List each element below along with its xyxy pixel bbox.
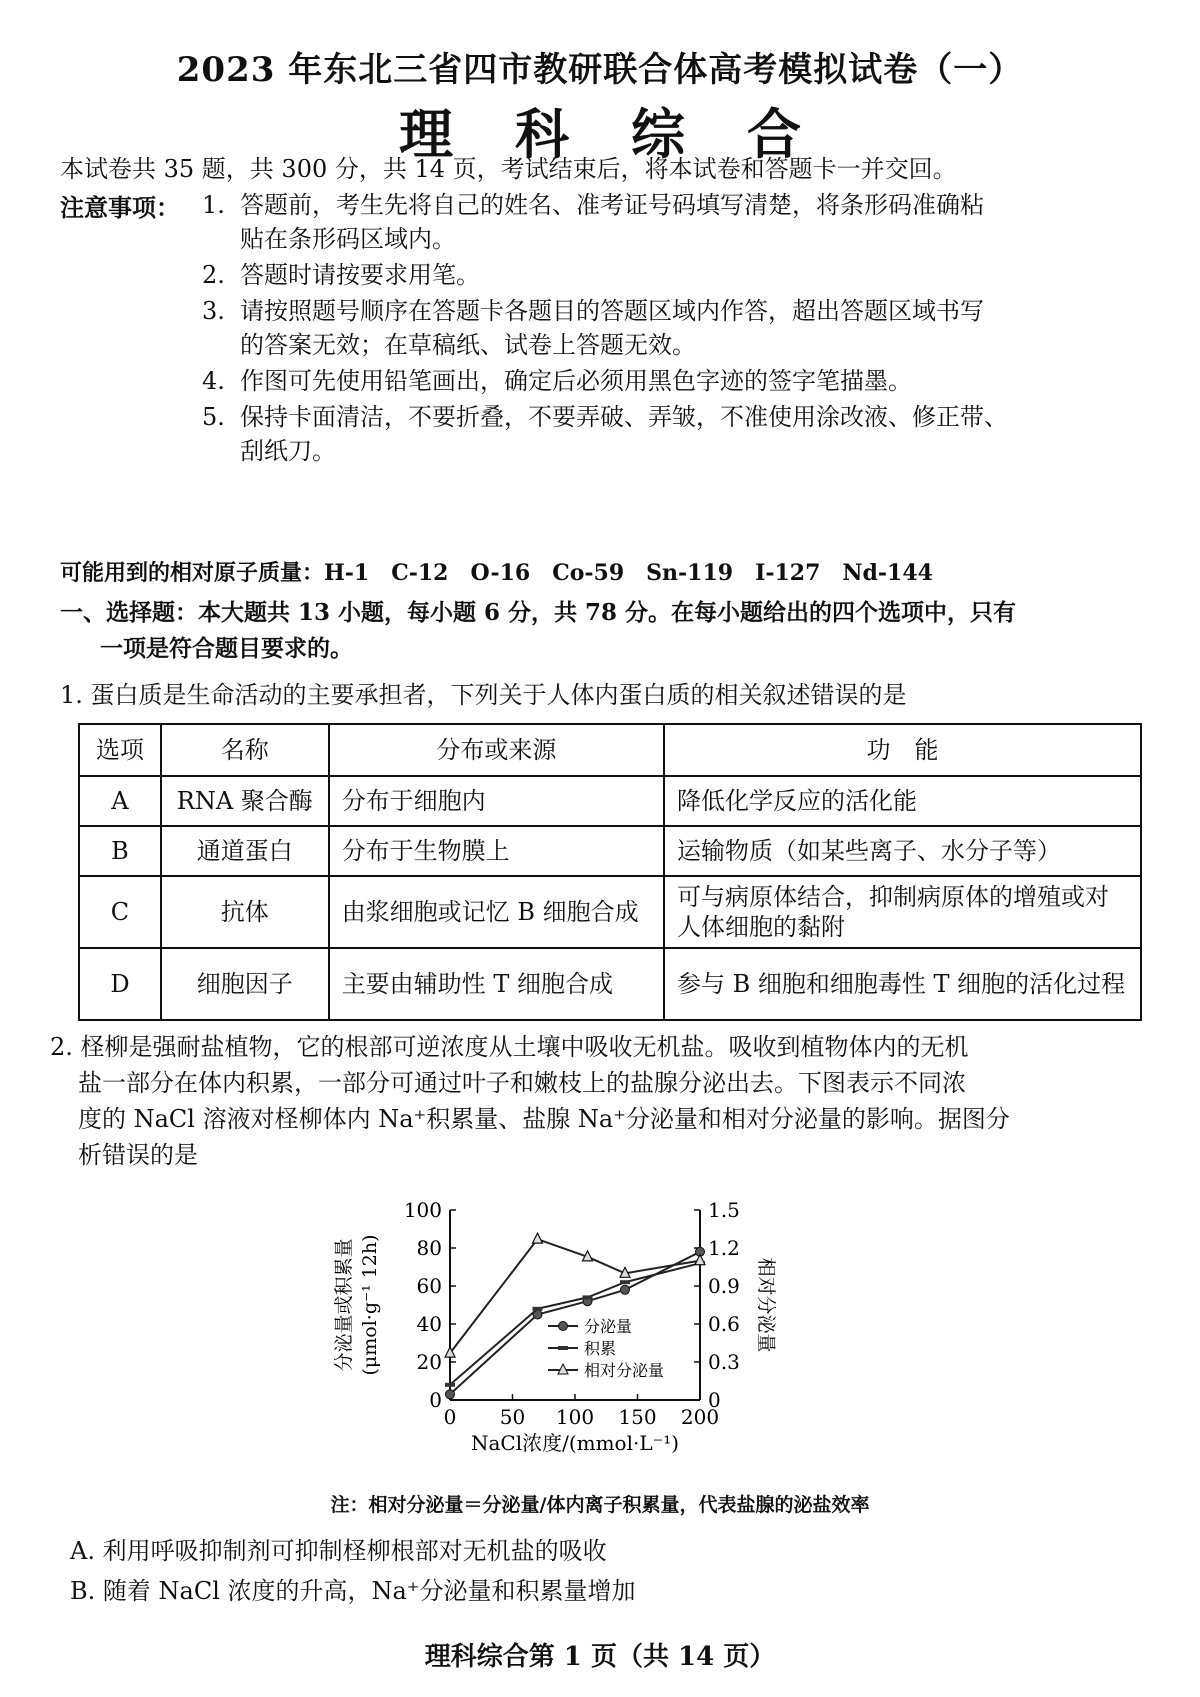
y-left-tick-label: 20 xyxy=(416,1350,442,1374)
notice-text: 答题前，考生先将自己的姓名、准考证号码填写清楚，将条形码准确粘 xyxy=(240,191,984,219)
table-cell: B xyxy=(79,826,161,876)
x-tick-label: 50 xyxy=(499,1405,526,1429)
notice-item-4 xyxy=(202,364,912,398)
q2-stem-line-2: 盐一部分在体内积累，一部分可通过叶子和嫩枝上的盐腺分泌出去。下图表示不同浓 xyxy=(78,1069,966,1097)
data-point-secretion xyxy=(621,1285,630,1294)
table-cell: D xyxy=(79,948,161,1020)
table-cell: 主要由辅助性 T 细胞合成 xyxy=(329,948,664,1020)
table-row xyxy=(79,776,1141,826)
notice-num: 2. xyxy=(202,261,225,289)
table-header: 功 能 xyxy=(664,724,1141,776)
table-cell: 抗体 xyxy=(161,876,329,948)
legend-marker-circle xyxy=(559,1322,568,1331)
y-right-tick-label: 0.6 xyxy=(708,1312,740,1336)
y-right-tick-label: 0.9 xyxy=(708,1274,740,1298)
data-point-accumulation xyxy=(620,1280,630,1284)
table-cell: 细胞因子 xyxy=(161,948,329,1020)
y-left-tick-label: 40 xyxy=(416,1312,442,1336)
table-cell: C xyxy=(79,876,161,948)
notice-num: 3. xyxy=(202,297,225,325)
notice-item-3 xyxy=(202,294,984,328)
data-point-relative xyxy=(533,1233,543,1243)
legend-marker-bar xyxy=(558,1346,568,1350)
nacl-chart xyxy=(320,1190,880,1480)
chart-note: 注：相对分泌量＝分泌量/体内离子积累量，代表盐腺的泌盐效率 xyxy=(330,1494,870,1516)
notice-item-1 xyxy=(202,188,984,222)
section1-heading: 一、选择题：本大题共 13 小题，每小题 6 分，共 78 分。在每小题给出的四个选项中，只有 xyxy=(60,599,1017,626)
notice-item-3-cont: 的答案无效；在草稿纸、试卷上答题无效。 xyxy=(240,331,696,359)
notice-item-5-cont: 刮纸刀。 xyxy=(240,437,336,465)
q2-option-a: A. 利用呼吸抑制剂可抑制柽柳根部对无机盐的吸收 xyxy=(70,1537,607,1565)
notice-num: 5. xyxy=(202,403,225,431)
q2-stem-line-3: 度的 NaCl 溶液对柽柳体内 Na⁺积累量、盐腺 Na⁺分泌量和相对分泌量的影响。据图分 xyxy=(78,1105,1010,1133)
table-header: 选项 xyxy=(79,724,161,776)
exam-intro: 本试卷共 35 题，共 300 分，共 14 页，考试结束后，将本试卷和答题卡一并交回。 xyxy=(60,155,957,183)
exam-title: 2023 年东北三省四市教研联合体高考模拟试卷（一） xyxy=(176,50,1024,90)
notice-text: 答题时请按要求用笔。 xyxy=(240,261,480,289)
series-line-triangle xyxy=(450,1239,700,1353)
notice-item-1-cont: 贴在条形码区域内。 xyxy=(240,225,456,253)
notice-label: 注意事项： xyxy=(60,193,180,222)
y-right-tick-label: 0.3 xyxy=(708,1350,740,1374)
y-left-tick-label: 60 xyxy=(416,1274,442,1298)
y-left-tick-label: 80 xyxy=(416,1236,442,1260)
q1-stem: 1. 蛋白质是生命活动的主要承担者，下列关于人体内蛋白质的相关叙述错误的是 xyxy=(60,681,907,709)
table-cell: 运输物质（如某些离子、水分子等） xyxy=(664,826,1141,876)
table-row xyxy=(79,876,1141,948)
table-cell: 分布于细胞内 xyxy=(329,776,664,826)
y-right-tick-label: 1.5 xyxy=(708,1198,740,1222)
q1-table xyxy=(78,723,1142,1021)
data-point-accumulation xyxy=(445,1383,455,1387)
table-cell: 分布于生物膜上 xyxy=(329,826,664,876)
notice-text: 保持卡面清洁，不要折叠，不要弄破、弄皱，不准使用涂改液、修正带、 xyxy=(240,403,1008,431)
q2-option-b: B. 随着 NaCl 浓度的升高，Na⁺分泌量和积累量增加 xyxy=(70,1577,636,1605)
table-cell: 参与 B 细胞和细胞毒性 T 细胞的活化过程 xyxy=(664,948,1141,1020)
legend-label: 分泌量 xyxy=(584,1317,633,1336)
y-right-tick-label: 0 xyxy=(708,1388,721,1412)
notice-item-2 xyxy=(202,258,480,292)
notice-text: 作图可先使用铅笔画出，确定后必须用黑色字迹的签字笔描墨。 xyxy=(240,367,912,395)
table-header: 分布或来源 xyxy=(329,724,664,776)
table-cell: RNA 聚合酶 xyxy=(161,776,329,826)
data-point-accumulation xyxy=(533,1307,543,1311)
data-point-accumulation xyxy=(583,1295,593,1299)
y-left-tick-label: 100 xyxy=(403,1198,442,1222)
table-cell: 由浆细胞或记忆 B 细胞合成 xyxy=(329,876,664,948)
table-cell: 通道蛋白 xyxy=(161,826,329,876)
table-cell: A xyxy=(79,776,161,826)
exam-subject: 理科综合 xyxy=(399,102,863,166)
y-right-tick-label: 1.2 xyxy=(708,1236,740,1260)
x-tick-label: 0 xyxy=(443,1405,457,1429)
section1-heading-cont: 一项是符合题目要求的。 xyxy=(100,635,353,662)
x-tick-label: 100 xyxy=(555,1405,595,1429)
x-axis-label: NaCl浓度/(mmol·L⁻¹) xyxy=(470,1431,680,1455)
table-cell: 降低化学反应的活化能 xyxy=(664,776,1141,826)
x-tick-label: 200 xyxy=(680,1405,720,1429)
q2-stem-line-4: 析错误的是 xyxy=(78,1141,198,1169)
data-point-secretion xyxy=(446,1390,455,1399)
legend-label: 相对分泌量 xyxy=(584,1361,665,1380)
table-cell: 可与病原体结合，抑制病原体的增殖或对人体细胞的黏附 xyxy=(664,876,1141,948)
x-tick-label: 150 xyxy=(618,1405,657,1429)
y-left-tick-label: 0 xyxy=(429,1388,442,1412)
legend-label: 积累 xyxy=(584,1339,617,1358)
notice-num: 1. xyxy=(202,191,225,219)
y-left-axis-unit: (μmol·g⁻¹ 12h) xyxy=(359,1234,381,1376)
y-right-axis-label: 相对分泌量 xyxy=(755,1257,777,1353)
table-header: 名称 xyxy=(161,724,329,776)
table-row xyxy=(79,826,1141,876)
atomic-masses: 可能用到的相对原子质量：H-1 C-12 O-16 Co-59 Sn-119 I-127 Nd-144 xyxy=(60,560,933,586)
y-left-axis-label: 分泌量或积累量 xyxy=(333,1238,355,1372)
notice-text: 请按照题号顺序在答题卡各题目的答题区域内作答，超出答题区域书写 xyxy=(240,297,984,325)
table-row xyxy=(79,948,1141,1020)
q2-stem-line-1: 2. 柽柳是强耐盐植物，它的根部可逆浓度从土壤中吸收无机盐。吸收到植物体内的无机 xyxy=(50,1033,969,1061)
notice-num: 4. xyxy=(202,367,225,395)
notice-item-5 xyxy=(202,400,1008,434)
page-footer: 理科综合第 1 页（共 14 页） xyxy=(424,1642,776,1672)
data-point-relative xyxy=(695,1255,705,1265)
